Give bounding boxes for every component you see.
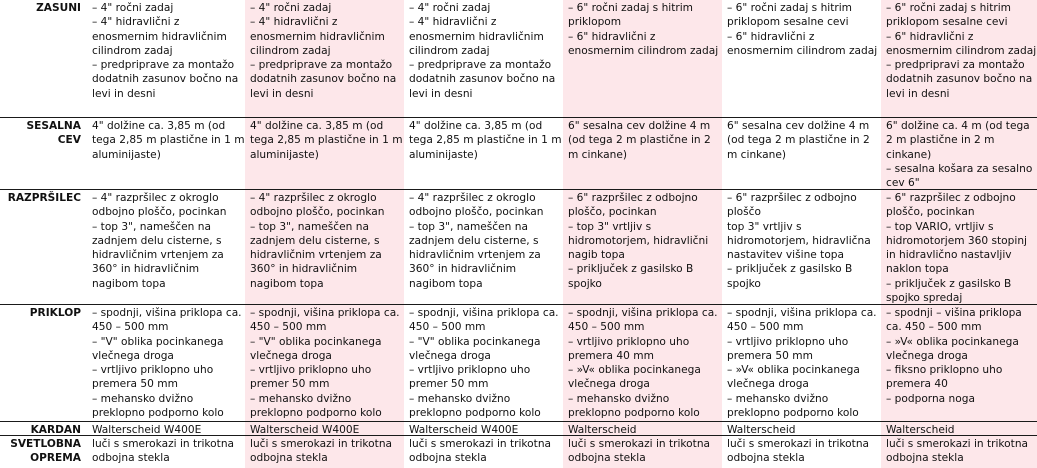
table-cell: 4" dolžine ca. 3,85 m (od tega 2,85 m plastične in 1 m aluminijaste)	[245, 118, 404, 190]
table-cell: – 4" razpršilec z okroglo odbojno ploščo, pocinkan – top 3", nameščen na zadnjem delu cisterne, s hidravličnim vrtenjem za 360° in hidravličnim nagibom topa	[92, 192, 227, 290]
table-cell: – spodnji, višina priklopa ca. 450 – 500 mm – "V" oblika pocinkanega vlečnega droga – vrtljivo priklopno uho premer 50 mm – mehansko dvižno preklopno podporno kolo	[245, 305, 404, 422]
row-label: SVETLOBNA OPREMA	[10, 438, 81, 465]
table-cell: – 4" ročni zadaj – 4" hidravlični z enosmernim hidravličnim cilindrom zadaj – predpriprave za montažo dodatnih zasunov bočno na levi in desni	[92, 2, 239, 100]
row-label: PRIKLOP	[29, 307, 81, 319]
table-row-kardan	[0, 421, 1037, 436]
table-cell: – 6" ročni zadaj s hitrim priklopom sesalne cevi – 6" hidravlični z enosmernim cilindrom zadaj	[727, 2, 878, 57]
table-cell: – 4" razpršilec z okroglo odbojno ploščo, pocinkan – top 3", nameščen na zadnjem delu cisterne, s hidravličnim vrtenjem za 360° in hidravličnim nagibom topa	[409, 192, 544, 290]
row-label: SESALNA CEV	[26, 120, 81, 147]
table-cell: – 4" ročni zadaj – 4" hidravlični z enosmernim hidravličnim cilindrom zadaj – predpriprave za montažo dodatnih zasunov bočno na levi in desni	[409, 2, 556, 100]
table-cell: luči s smerokazi in trikotna odbojna stekla	[727, 438, 870, 465]
table-cell: – spodnji, višina priklopa ca. 450 – 500 mm – vrtljivo priklopno uho premera 50 mm – »V« oblika pocinkanega vlečnega droga – mehansko dvižno preklopno podporno kolo	[727, 307, 877, 420]
table-row-razprsilec	[0, 189, 1037, 305]
table-cell: – spodnji, višina priklopa ca. 450 – 500 mm – vrtljivo priklopno uho premera 40 mm – »V« oblika pocinkanega vlečnega droga – mehansko dvižno preklopno podporno kolo	[563, 305, 722, 422]
table-cell: Walterscheid W400E	[409, 424, 519, 436]
table-cell: luči s smerokazi in trikotna odbojna stekla	[245, 436, 404, 468]
row-label: ZASUNI	[36, 2, 81, 14]
table-row-zasuni	[0, 0, 1037, 117]
table-cell: – 4" razpršilec z okroglo odbojno ploščo, pocinkan – top 3", nameščen na zadnjem delu cisterne, s hidravličnim vrtenjem za 360° in hidravličnim nagibom topa	[245, 190, 404, 305]
table-row-sesalna-cev	[0, 117, 1037, 190]
table-cell: Walterscheid W400E	[92, 424, 202, 436]
table-cell: luči s smerokazi in trikotna odbojna stekla	[409, 438, 552, 465]
table-cell: – 6" razpršilec z odbojno ploščo, pocinkan – top 3" vrtljiv s hidromotorjem, hidravlični nagib topa – priključek z gasilsko B spojko	[563, 190, 722, 305]
table-cell: – 6" ročni zadaj s hitrim priklopom sesalne cevi – 6" hidravlični z enosmernim cilindrom zadaj – predpripravi za montažo dodatnih zasunov bočno na levi in desni	[881, 0, 1037, 117]
table-cell: 4" dolžine ca. 3,85 m (od tega 2,85 m plastične in 1 m aluminijaste)	[92, 120, 245, 161]
table-cell: Walterscheid	[563, 422, 722, 436]
table-cell: – 6" razpršilec z odbojno ploščo top 3" vrtljiv s hidromotorjem, hidravlična nastavitev višine topa – priključek z gasilsko B spojko	[727, 192, 871, 290]
table-cell: Walterscheid	[727, 424, 796, 436]
table-cell: luči s smerokazi in trikotna odbojna stekla	[563, 436, 722, 468]
table-cell: luči s smerokazi in trikotna odbojna stekla	[92, 438, 235, 465]
table-cell: Walterscheid	[881, 422, 1037, 436]
table-cell: 4" dolžine ca. 3,85 m (od tega 2,85 m plastične in 1 m aluminijaste)	[409, 120, 562, 161]
table-cell: luči s smerokazi in trikotna odbojna stekla	[881, 436, 1037, 468]
table-cell: – 6" razpršilec z odbojno ploščo, pocinkan – top VARIO, vrtljiv s hidromotorjem 360 stopinj in hidravlično nastavljiv naklon topa – priključek z gasilsko B spojko spredaj	[881, 190, 1037, 305]
table-cell: 6" sesalna cev dolžine 4 m (od tega 2 m plastične in 2 m cinkane)	[563, 118, 722, 190]
table-cell: – spodnji, višina priklopa ca. 450 – 500 mm – "V" oblika pocinkanega vlečnega droga – vrtljivo priklopno uho premer 50 mm – mehansko dvižno preklopno podporno kolo	[409, 307, 559, 420]
table-row-svetlobna-oprema	[0, 435, 1037, 468]
table-cell: 6" dolžine ca. 4 m (od tega 2 m plastične in 2 m cinkane) – sesalna košara za sesalno cev 6"	[881, 118, 1037, 190]
table-cell: – 6" ročni zadaj s hitrim priklopom – 6" hidravlični z enosmernim cilindrom zadaj	[563, 0, 722, 117]
table-cell: Walterscheid W400E	[245, 422, 404, 436]
table-cell: 6" sesalna cev dolžine 4 m (od tega 2 m plastične in 2 m cinkane)	[727, 120, 870, 161]
row-label: KARDAN	[30, 424, 81, 436]
row-label: RAZPRŠILEC	[7, 192, 81, 204]
table-row-priklop	[0, 304, 1037, 422]
table-cell: – 4" ročni zadaj – 4" hidravlični z enosmernim hidravličnim cilindrom zadaj – predpriprave za montažo dodatnih zasunov bočno na levi in desni	[245, 0, 404, 117]
table-cell: – spodnji, višina priklopa ca. 450 – 500 mm – "V" oblika pocinkanega vlečnega droga – vrtljivo priklopno uho premera 50 mm – mehansko dvižno preklopno podporno kolo	[92, 307, 242, 420]
table-cell: – spodnji – višina priklopa ca. 450 – 500 mm – »V« oblika pocinkanega vlečnega droga – fiksno priklopno uho premera 40 – podporna noga	[881, 305, 1037, 422]
